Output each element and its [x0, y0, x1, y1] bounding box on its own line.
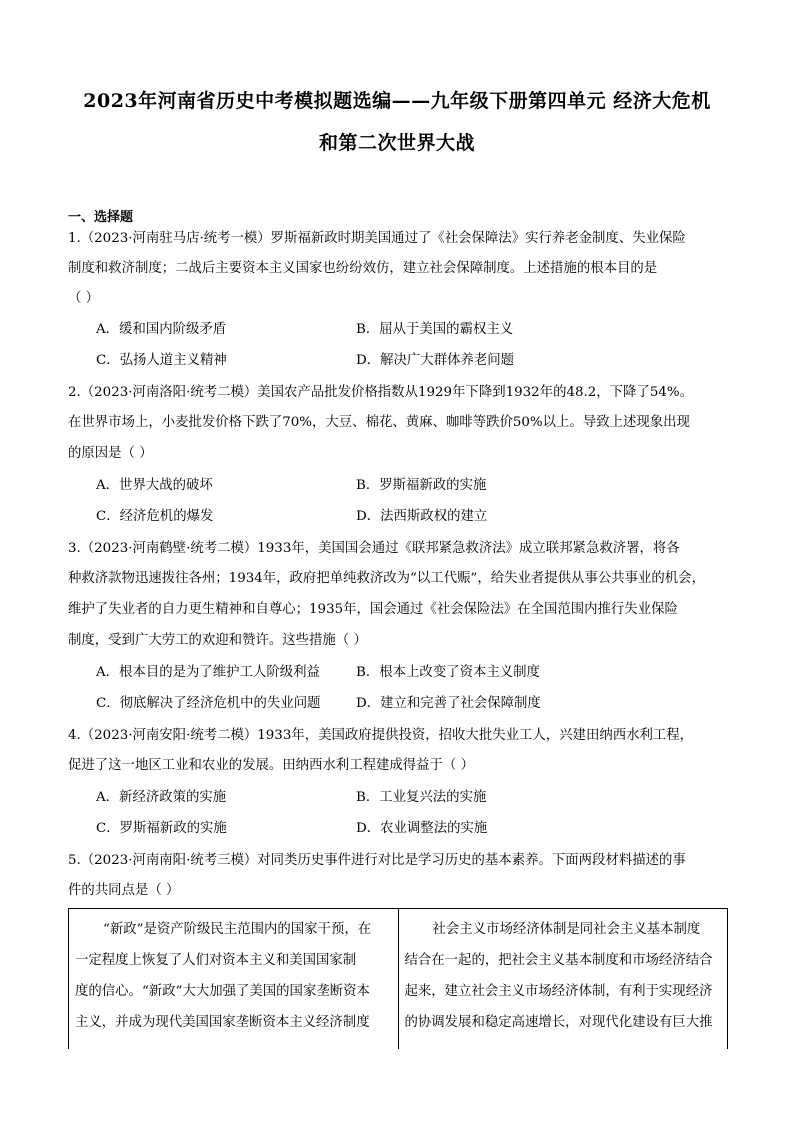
question-2-line-1: 2.（2023·河南洛阳·统考二模）美国农产品批发价格指数从1929年下降到1932年的48.2，下降了54%。: [68, 385, 693, 400]
question-4-option-c[interactable]: C．罗斯福新政的实施: [96, 821, 227, 836]
question-3-option-c[interactable]: C．彻底解决了经济危机中的失业问题: [96, 696, 321, 711]
question-4-option-b[interactable]: B．工业复兴法的实施: [356, 790, 487, 805]
material-left-line: 主义，并成为现代美国国家垄断资本主义经济制度: [75, 1015, 370, 1030]
question-4-option-d[interactable]: D．农业调整法的实施: [356, 821, 488, 836]
question-4-option-a[interactable]: A．新经济政策的实施: [96, 790, 227, 805]
material-left-line: 一定程度上恢复了人们对资本主义和美国国家制: [75, 953, 357, 968]
question-1-line-3: （ ）: [68, 291, 100, 306]
question-2-option-a[interactable]: A．世界大战的破坏: [96, 478, 213, 493]
question-1-option-c[interactable]: C．弘扬人道主义精神: [96, 353, 227, 368]
question-2-line-3: 的原因是（ ）: [68, 446, 153, 461]
material-left-line: “新政”是资产阶级民主范围内的国家干预，在: [103, 922, 372, 937]
question-1-option-b[interactable]: B．屈从于美国的霸权主义: [356, 322, 514, 337]
document-title-line-1: 2023年河南省历史中考模拟题选编——九年级下册第四单元 经济大危机: [83, 90, 711, 112]
question-5-line-2: 件的共同点是（ ）: [68, 883, 180, 898]
question-1-line-1: 1.（2023·河南驻马店·统考一模）罗斯福新政时期美国通过了《社会保障法》实行养老金制度、失业保险: [68, 231, 686, 246]
question-2-option-d[interactable]: D．法西斯政权的建立: [356, 509, 488, 524]
question-1-line-2: 制度和救济制度；二战后主要资本主义国家也纷纷效仿，建立社会保障制度。上述措施的根本目的是: [68, 261, 658, 276]
material-right-line: 起来，建立社会主义市场经济体制，有利于实现经济: [404, 984, 713, 999]
material-left-cell: [69, 909, 399, 1050]
question-3-line-2: 种救济款物迅速拨往各州；1934年，政府把单纯救济改为“以工代赈”，给失业者提供从事公共事业的机会，: [68, 571, 705, 586]
question-3-line-1: 3.（2023·河南鹤壁·统考二模）1933年，美国国会通过《联邦紧急救济法》成立联邦紧急救济署，将各: [68, 541, 680, 556]
section-heading: 一、选择题: [68, 210, 134, 225]
question-1-option-d[interactable]: D．解决广大群体养老问题: [356, 353, 515, 368]
material-right-line: 结合在一起的，把社会主义基本制度和市场经济结合: [404, 953, 713, 968]
question-2-option-b[interactable]: B．罗斯福新政的实施: [356, 478, 487, 493]
question-2-line-2: 在世界市场上，小麦批发价格下跌了70%，大豆、棉花、黄麻、咖啡等跌价50%以上。导致上述现象出现: [68, 415, 690, 430]
question-3-option-b[interactable]: B．根本上改变了资本主义制度: [356, 665, 540, 680]
question-3-option-d[interactable]: D．建立和完善了社会保障制度: [356, 696, 541, 711]
material-right-line: 社会主义市场经济体制是同社会主义基本制度: [432, 922, 701, 937]
question-5-line-1: 5.（2023·河南南阳·统考三模）对同类历史事件进行对比是学习历史的基本素养。下面两段材料描述的事: [68, 853, 686, 868]
question-3-option-a[interactable]: A．根本目的是为了维护工人阶级利益: [96, 665, 320, 680]
material-comparison-table: [68, 908, 728, 1049]
question-2-option-c[interactable]: C．经济危机的爆发: [96, 509, 214, 524]
material-right-line: 的协调发展和稳定高速增长，对现代化建设有巨大推: [404, 1015, 713, 1030]
question-4-line-1: 4.（2023·河南安阳·统考二模）1933年，美国政府提供投资，招收大批失业工人，兴建田纳西水利工程，: [68, 728, 694, 743]
material-right-cell: [398, 909, 728, 1050]
document-title-line-2: 和第二次世界大战: [318, 132, 475, 154]
question-3-line-3: 维护了失业者的自力更生精神和自尊心；1935年，国会通过《社会保险法》在全国范围内推行失业保险: [68, 602, 678, 617]
question-4-line-2: 促进了这一地区工业和农业的发展。田纳西水利工程建成得益于（ ）: [68, 758, 474, 773]
question-3-line-4: 制度，受到广大劳工的欢迎和赞许。这些措施（ ）: [68, 633, 367, 648]
material-left-line: 度的信心。“新政”大大加强了美国的国家垄断资本: [75, 984, 370, 999]
question-1-option-a[interactable]: A．缓和国内阶级矛盾: [96, 322, 227, 337]
